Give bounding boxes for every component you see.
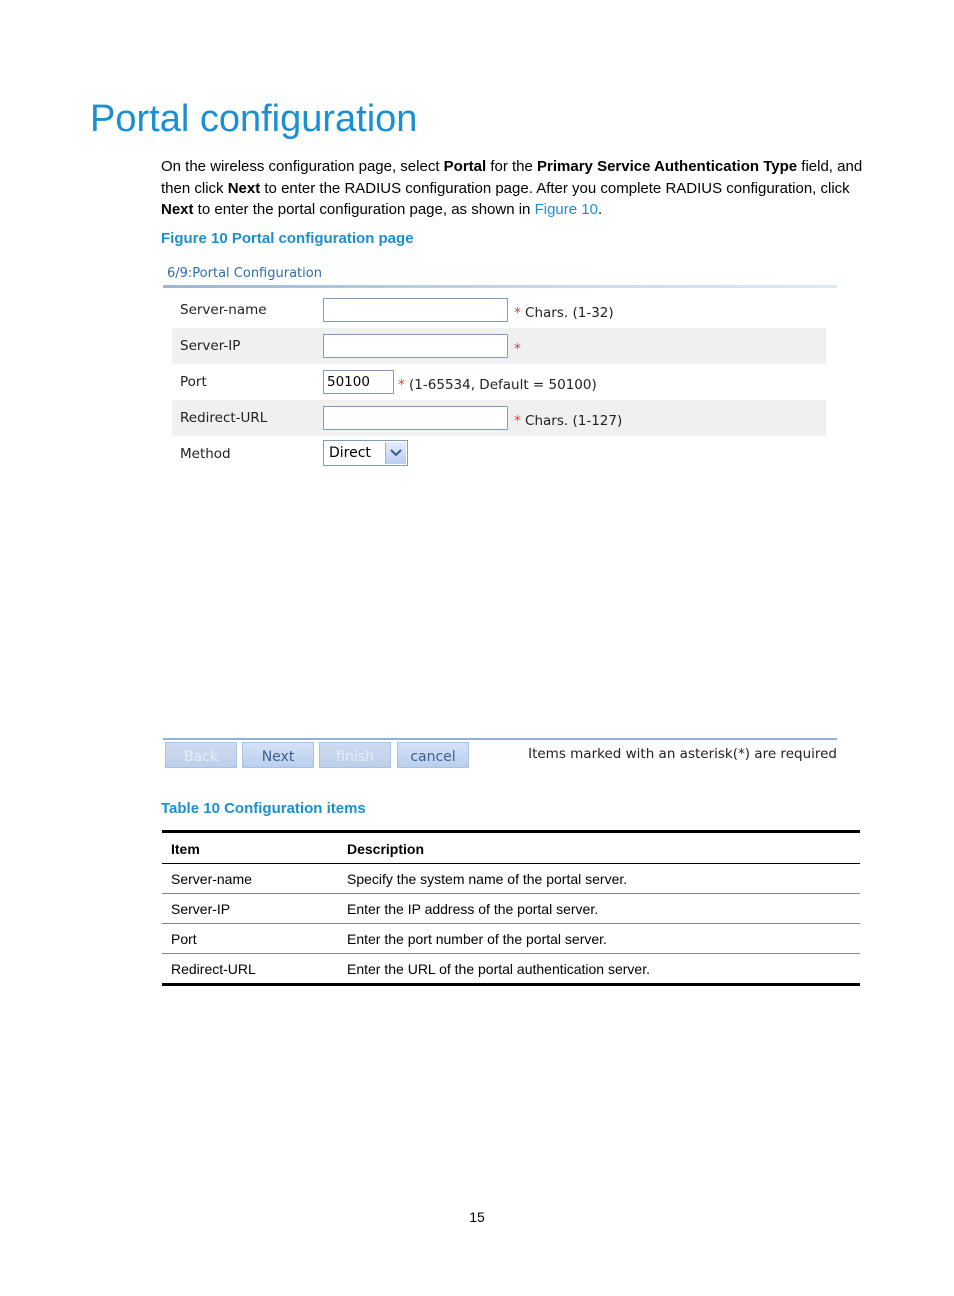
description-cell: Enter the IP address of the portal server. (338, 894, 860, 924)
wizard-step-title: 6/9:Portal Configuration (167, 266, 322, 281)
form-row-server-ip (172, 328, 826, 364)
title-divider (163, 285, 837, 288)
form-row-redirect-url (172, 400, 826, 436)
intro-text: to enter the portal configuration page, as shown in (193, 201, 535, 218)
intro-text: field, and then click (161, 158, 863, 197)
field-label: Server-name (180, 302, 267, 318)
intro-bold: Portal (443, 158, 487, 175)
dropdown-button[interactable] (385, 442, 406, 464)
form-row-server-name (172, 292, 826, 328)
table-row (162, 894, 860, 924)
form-row-port (172, 364, 826, 400)
table-row (162, 924, 860, 954)
intro-text: On the wireless configuration page, select (161, 158, 444, 175)
intro-text: . (597, 201, 603, 218)
table-header-row (162, 832, 860, 864)
chevron-down-icon (390, 448, 402, 458)
figure-link[interactable]: Figure 10 (534, 201, 598, 218)
field-label: Server-IP (180, 338, 241, 354)
configuration-items-table (162, 830, 860, 986)
field-label: Port (180, 374, 207, 390)
hint-text: Chars. (1-32) (520, 305, 614, 321)
column-header-description: Description (338, 832, 860, 864)
hint-text: Chars. (1-127) (520, 413, 623, 429)
item-cell: Redirect-URL (162, 954, 338, 985)
table-row (162, 864, 860, 894)
cancel-button[interactable]: cancel (397, 742, 469, 768)
description-cell: Enter the port number of the portal server. (338, 924, 860, 954)
intro-bold: Primary Service Authentication Type (537, 158, 798, 175)
next-button[interactable]: Next (242, 742, 314, 768)
method-select[interactable] (323, 440, 408, 466)
intro-bold: Next (227, 179, 261, 197)
server-ip-input[interactable] (323, 334, 508, 358)
redirect-url-input[interactable] (323, 406, 508, 430)
intro-bold: Next (161, 201, 194, 218)
item-cell: Server-name (162, 864, 338, 894)
description-cell: Enter the URL of the portal authentication server. (338, 954, 860, 985)
field-hint (514, 341, 521, 357)
back-button[interactable]: Back (165, 742, 237, 768)
required-star: * (514, 341, 521, 357)
field-label: Redirect-URL (180, 410, 268, 426)
method-selected-value: Direct (329, 445, 371, 461)
column-header-item: Item (162, 832, 338, 864)
description-cell: Specify the system name of the portal server. (338, 864, 860, 894)
field-hint (514, 413, 622, 429)
intro-text: to enter the RADIUS configuration page. After you complete RADIUS configuration, click (260, 179, 850, 197)
field-hint (514, 305, 614, 321)
intro-paragraph (161, 156, 871, 221)
item-cell: Port (162, 924, 338, 954)
hint-text: (1-65534, Default = 50100) (404, 377, 597, 393)
page-title: Portal configuration (90, 98, 418, 140)
item-cell: Server-IP (162, 894, 338, 924)
required-note: Items marked with an asterisk(*) are required (528, 746, 837, 762)
required-star: * (514, 305, 521, 321)
intro-text: for the (486, 158, 538, 175)
finish-button[interactable]: finish (319, 742, 391, 768)
portal-config-screenshot (163, 262, 837, 772)
field-label: Method (180, 446, 231, 462)
form-row-method (172, 436, 826, 472)
required-star: * (398, 377, 405, 393)
port-input[interactable] (323, 370, 394, 394)
button-bar-divider (163, 738, 837, 740)
field-hint (398, 377, 597, 393)
page-number: 15 (469, 1209, 485, 1225)
table-caption: Table 10 Configuration items (161, 800, 366, 817)
required-star: * (514, 413, 521, 429)
table-row (162, 954, 860, 985)
figure-caption: Figure 10 Portal configuration page (161, 230, 414, 247)
server-name-input[interactable] (323, 298, 508, 322)
